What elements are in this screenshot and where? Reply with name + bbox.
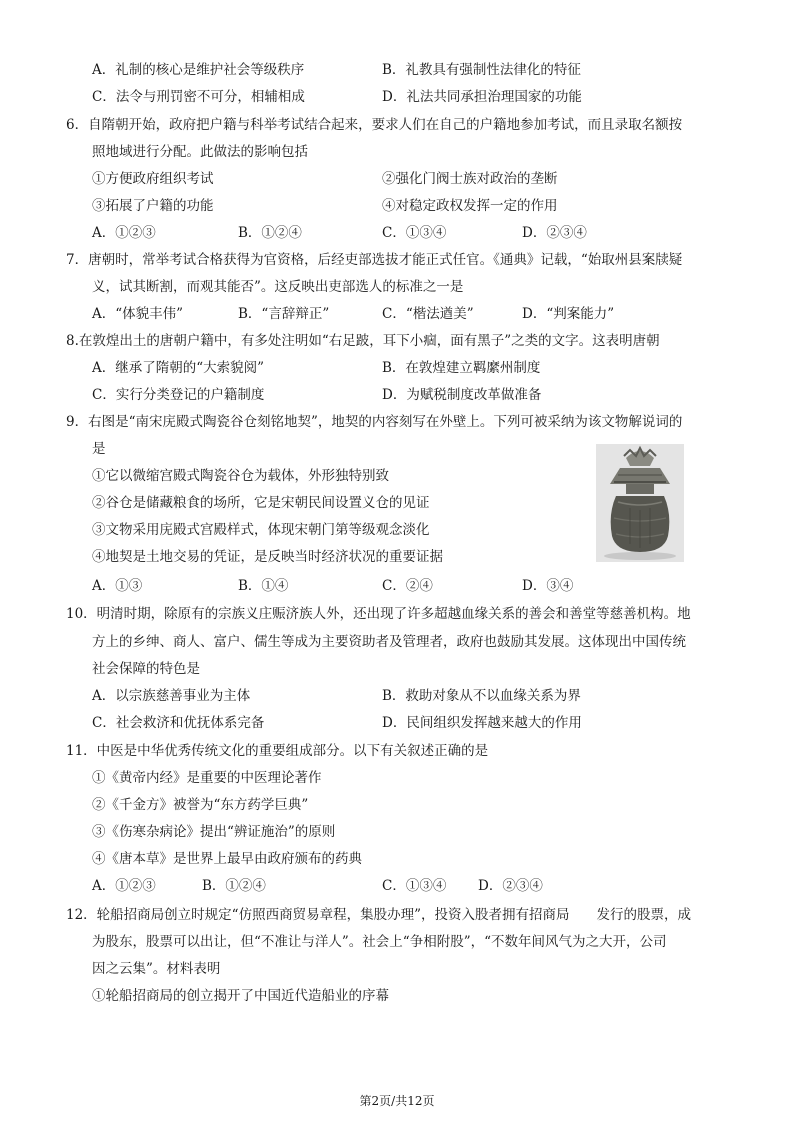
q9-statement-1: ①它以微缩宫殿式陶瓷谷仓为载体，外形独特别致 [92,468,389,484]
q5-option-b: B．礼教具有强制性法律化的特征 [382,62,581,78]
q6-stem-line2: 照地域进行分配。此做法的影响包括 [92,144,308,160]
q9-stem-line1: 9．右图是“南宋庑殿式陶瓷谷仓刻铭地契”，地契的内容刻写在外壁上。下列可被采纳为该文物解说词的 [66,414,683,430]
granary-artifact-photo [596,444,684,562]
q10-option-b: B．救助对象从不以血缘关系为界 [382,688,581,704]
q11-statement-3: ③《伤寒杂病论》提出“辨证施治”的原则 [92,824,336,840]
q11-stem-line1: 11．中医是中华优秀传统文化的重要组成部分。以下有关叙述正确的是 [66,743,489,759]
q6-option-b: B．①②④ [238,225,302,241]
q11-option-c: C．①③④ [382,878,447,894]
q8-option-d: D．为赋税制度改革做准备 [382,387,542,403]
q6-statement-2: ②强化门阀士族对政治的垄断 [382,171,558,187]
q6-option-a: A．①②③ [92,225,156,241]
q11-statement-4: ④《唐本草》是世界上最早由政府颁布的药典 [92,851,362,867]
q9-option-b: B．①④ [238,578,289,594]
q7-stem-line2: 义，试其断割，而观其能否”。这反映出吏部选人的标准之一是 [92,279,464,295]
q11-statement-2: ②《千金方》被誉为“东方药学巨典” [92,797,309,813]
q6-statement-1: ①方便政府组织考试 [92,171,214,187]
q11-option-d: D．②③④ [478,878,543,894]
q7-stem-line1: 7．唐朝时，常举考试合格获得为官资格，后经吏部选拔才能正式任官。《通典》记载，“始取州县案牍疑 [66,252,683,268]
pottery-granary-image [596,444,684,562]
q9-option-c: C．②④ [382,578,433,594]
q10-stem-line1: 10．明清时期，除原有的宗族义庄赈济族人外，还出现了许多超越血缘关系的善会和善堂等慈善机构。地 [66,606,691,622]
q9-statement-4: ④地契是土地交易的凭证，是反映当时经济状况的重要证据 [92,549,443,565]
q7-option-d: D．“判案能力” [522,306,615,322]
q11-statement-1: ①《黄帝内经》是重要的中医理论著作 [92,770,322,786]
q9-option-a: A．①③ [92,578,143,594]
q8-option-c: C．实行分类登记的户籍制度 [92,387,265,403]
q5-option-a: A．礼制的核心是维护社会等级秩序 [92,62,305,78]
q12-stem-line3: 因之云集”。材料表明 [92,961,221,977]
page-number-footer: 第2页/共12页 [359,1094,435,1108]
q8-stem-line1: 8.在敦煌出土的唐朝户籍中，有多处注明如“右足跛，耳下小痼，面有黑子”之类的文字。这表明唐朝 [66,333,660,349]
q6-option-c: C．①③④ [382,225,447,241]
q9-option-d: D．③④ [522,578,574,594]
q10-option-c: C．社会救济和优抚体系完备 [92,715,265,731]
q10-stem-line3: 社会保障的特色是 [92,661,200,677]
q11-option-a: A．①②③ [92,878,156,894]
q5-option-c: C．法令与刑罚密不可分，相辅相成 [92,89,305,105]
q9-stem-line2: 是 [92,441,106,457]
q10-option-a: A．以宗族慈善事业为主体 [92,688,251,704]
q8-option-b: B．在敦煌建立羁縻州制度 [382,360,541,376]
q7-option-b: B．“言辞辩正” [238,306,330,322]
q6-statement-3: ③拓展了户籍的功能 [92,198,214,214]
q6-option-d: D．②③④ [522,225,587,241]
q6-stem-line1: 6．自隋朝开始，政府把户籍与科举考试结合起来，要求人们在自己的户籍地参加考试，而且录取名额按 [66,117,683,133]
q12-stem-line1: 12．轮船招商局创立时规定“仿照西商贸易章程，集股办理”，投资入股者拥有招商局 发行的股票，成 [66,907,691,923]
q10-option-d: D．民间组织发挥越来越大的作用 [382,715,582,731]
q5-option-d: D．礼法共同承担治理国家的功能 [382,89,582,105]
q9-statement-2: ②谷仓是储藏粮食的场所，它是宋朝民间设置义仓的见证 [92,495,430,511]
q8-option-a: A．继承了隋朝的“大索貌阅” [92,360,265,376]
q11-option-b: B．①②④ [202,878,266,894]
q7-option-a: A．“体貌丰伟” [92,306,184,322]
q12-statement-1: ①轮船招商局的创立揭开了中国近代造船业的序幕 [92,988,389,1004]
q10-stem-line2: 方上的乡绅、商人、富户、儒生等成为主要资助者及管理者，政府也鼓励其发展。这体现出中国传统 [92,634,686,650]
q12-stem-line2: 为股东，股票可以出让，但“不准让与洋人”。社会上“争相附股”，“不数年间风气为之大开，公司 [92,934,667,950]
q7-option-c: C．“楷法遒美” [382,306,474,322]
q9-statement-3: ③文物采用庑殿式宫殿样式，体现宋朝门第等级观念淡化 [92,522,430,538]
q6-statement-4: ④对稳定政权发挥一定的作用 [382,198,558,214]
